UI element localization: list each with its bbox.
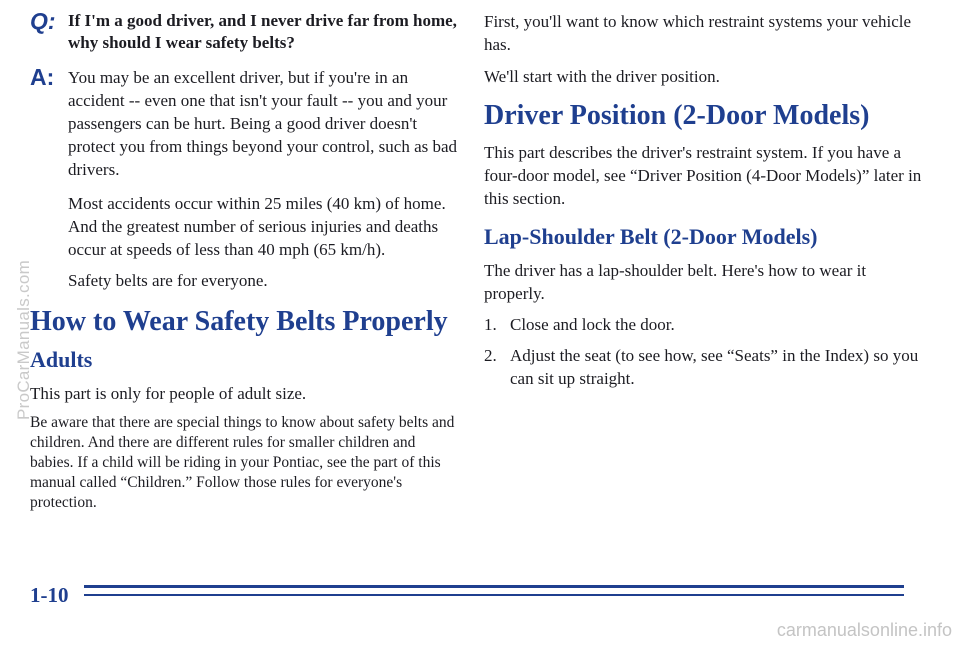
- answer-followup-2: Safety belts are for everyone.: [68, 271, 268, 290]
- question-text: If I'm a good driver, and I never drive far from home, why should I wear safety belts?: [68, 11, 457, 52]
- intro-paragraph-1: First, you'll want to know which restraint systems your vehicle has.: [484, 12, 912, 54]
- step-number: 2.: [484, 346, 497, 365]
- step-text: Adjust the seat (to see how, see “Seats” in the Index) so you can sit up straight.: [510, 346, 919, 388]
- children-paragraph: Be aware that there are special things to know about safety belts and children. And there are different rules for smaller children and babies. If a child will be riding in your Pontiac, see the part of this manual called “Children.” Follow those rules for everyone's protection.: [30, 414, 455, 511]
- step-text: Close and lock the door.: [510, 315, 675, 334]
- footer-rule: [84, 585, 904, 588]
- left-column: [30, 10, 460, 513]
- answer-block: [30, 66, 460, 181]
- subheading-adults: Adults: [30, 347, 93, 372]
- footer-rule-thin: [84, 594, 904, 596]
- driver-position-paragraph: This part describes the driver's restraint system. If you have a four-door model, see “Driver Position (4-Door Models)” later in this section.: [484, 143, 922, 208]
- adults-paragraph: This part is only for people of adult size.: [30, 384, 307, 403]
- step-number: 1.: [484, 315, 497, 334]
- intro-paragraph-2: We'll start with the driver position.: [484, 67, 720, 86]
- watermark-text: ProCarManuals.com: [14, 259, 33, 420]
- site-watermark: carmanualsonline.info: [776, 620, 952, 640]
- lap-shoulder-paragraph: The driver has a lap-shoulder belt. Here's how to wear it properly.: [484, 261, 867, 303]
- question-block: [30, 10, 460, 54]
- section-heading-driver-position: Driver Position (2-Door Models): [484, 100, 870, 131]
- steps-list: [484, 313, 924, 390]
- list-item: [484, 344, 924, 390]
- answer-followup-1: Most accidents occur within 25 miles (40 km) of home. And the greatest number of serious injuries and deaths occur at speeds of less than 40 mph (65 km/h).: [68, 194, 446, 259]
- question-mark: Q:: [30, 8, 56, 34]
- answer-mark: A:: [30, 64, 55, 90]
- right-column: [484, 10, 924, 390]
- section-heading-safety-belts: How to Wear Safety Belts Properly: [30, 306, 448, 337]
- page-number: 1-10: [30, 583, 69, 607]
- subheading-lap-shoulder-belt: Lap-Shoulder Belt (2-Door Models): [484, 224, 818, 249]
- list-item: [484, 313, 924, 336]
- answer-text: You may be an excellent driver, but if you're in an accident -- even one that isn't your fault -- you and your passengers can be hurt. Being a good driver doesn't protect you from things beyond your control, such as bad drivers.: [68, 68, 458, 179]
